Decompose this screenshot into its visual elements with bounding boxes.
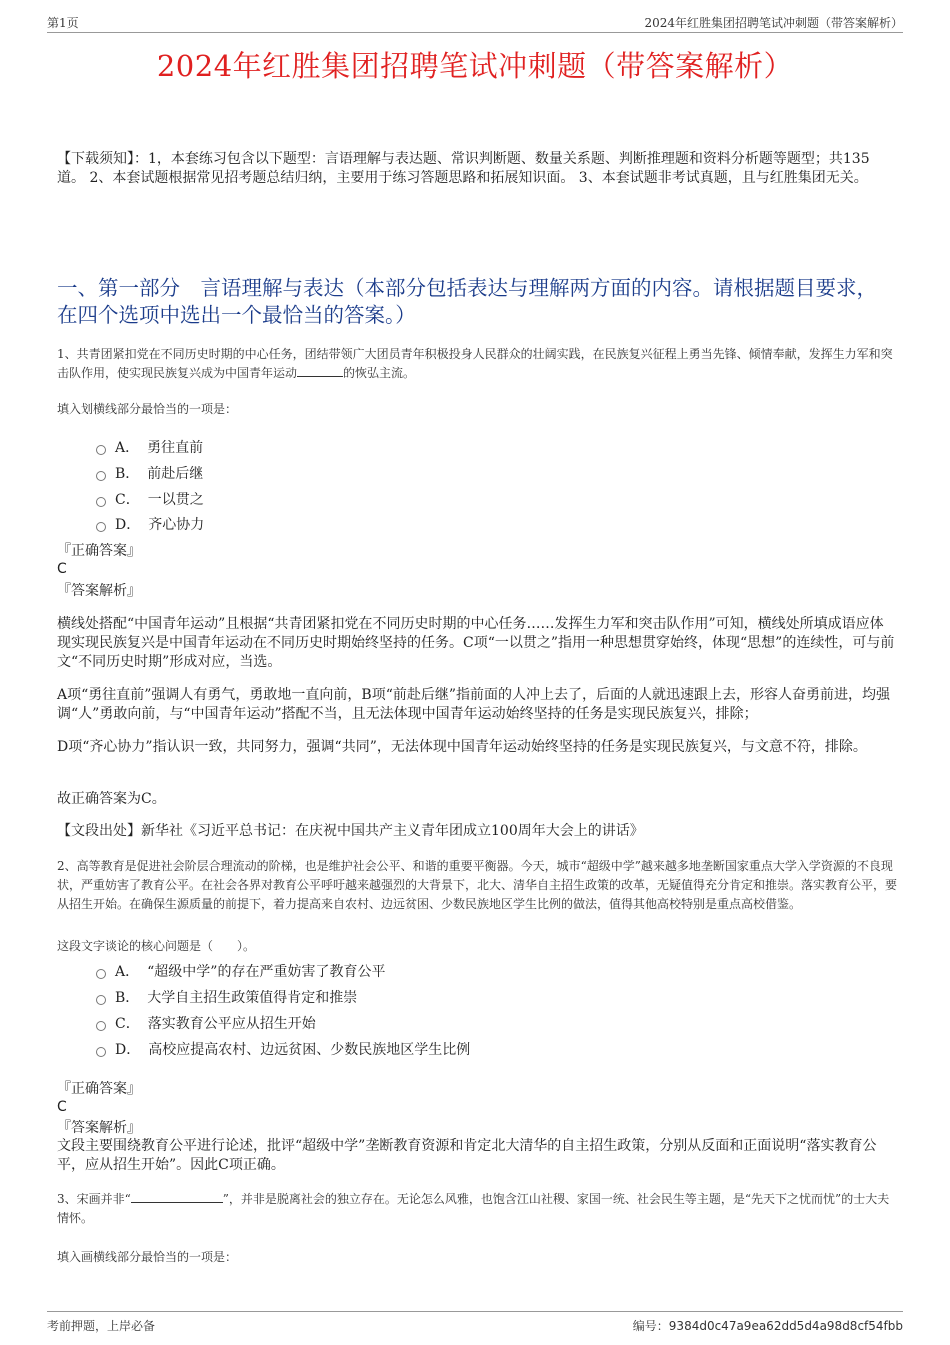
option-letter: C．: [115, 492, 140, 508]
q1-source: 【文段出处】新华社《习近平总书记：在庆祝中国共产主义青年团成立100周年大会上的讲话》: [57, 823, 644, 839]
footer-code-line: [633, 1317, 903, 1334]
option-text: 大学自主招生政策值得肯定和推崇: [147, 990, 358, 1006]
q3-blank: [131, 1190, 223, 1203]
footer-slogan: 考前押题，上岸必备: [47, 1319, 156, 1333]
page-number: 第1页: [47, 16, 79, 30]
option-letter: B．: [115, 990, 140, 1006]
option-text: 一以贯之: [147, 492, 204, 508]
q1-answer-label: 『正确答案』: [57, 543, 141, 559]
option-letter: C．: [115, 1016, 140, 1032]
q1-analysis-2: A项“勇往直前”强调人有勇气，勇敢地一直向前，B项“前赴后继”指前面的人冲上去了，后面的人就迅速跟上去，形容人奋勇前进，均强调“人”勇敢向前，与“中国青年运动”搭配不当，且无法体现中国青年运动始终坚持的任务是实现民族复兴，排除；: [57, 687, 891, 722]
radio-icon[interactable]: [96, 471, 106, 481]
footer-code-label: 编号：: [632, 1319, 669, 1333]
q3-stem: [57, 1190, 899, 1228]
q1-analysis-4: 故正确答案为C。: [57, 791, 166, 807]
q2-analysis: 文段主要围绕教育公平进行论述，批评“超级中学”垄断教育资源和肯定北大清华的自主招生政策，分别从反面和正面说明“落实教育公平，应从招生开始”。因此C项正确。: [57, 1138, 877, 1173]
radio-icon[interactable]: [96, 995, 106, 1005]
option-letter: B．: [115, 466, 140, 482]
radio-icon[interactable]: [96, 445, 106, 455]
option-letter: D．: [115, 1042, 141, 1058]
q1-prompt: 填入划横线部分最恰当的一项是：: [57, 402, 238, 416]
radio-icon[interactable]: [96, 1047, 106, 1057]
q2-prompt: 这段文字谈论的核心问题是（ ）。: [57, 939, 256, 953]
q1-analysis-label: 『答案解析』: [57, 583, 141, 599]
radio-icon[interactable]: [96, 497, 106, 507]
q1-option-b[interactable]: [96, 463, 203, 483]
page-footer: [47, 1311, 903, 1332]
q1-answer: C: [57, 561, 67, 577]
q1-analysis-1: 横线处搭配“中国青年运动”且根据“共青团紧扣党在不同历史时期的中心任务……发挥生力军和突击队作用”可知，横线处所填成语应体现实现民族复兴是中国青年运动在不同历史时期始终坚持的任务。C项“一以贯之”指用一种思想贯穿始终，体现“思想”的连续性，可与前文“不同历史时期”形成对应，当选。: [57, 616, 895, 670]
option-letter: A．: [115, 964, 140, 980]
q2-option-c[interactable]: [96, 1013, 316, 1033]
download-notice: 【下载须知】：1，本套练习包含以下题型：言语理解与表达题、常识判断题、数量关系题、判断推理题和资料分析题等题型；共135道。 2、本套试题根据常见招考题总结归纳，主要用于练习答题思路和拓展知识面。 3、本套试题非考试真题，且与红胜集团无关。: [57, 151, 870, 186]
q1-stem-text: 1、共青团紧扣党在不同历史时期的中心任务，团结带领广大团员青年积极投身人民群众的壮阔实践，在民族复兴征程上勇当先锋、倾情奉献，发挥生力军和突击队作用，使实现民族复兴成为中国青年运动: [57, 347, 893, 380]
footer-code: 9384d0c47a9ea62dd5d4a98d8cf54fbb: [668, 1319, 903, 1333]
q2-option-b[interactable]: [96, 987, 357, 1007]
header-doc-title: 2024年红胜集团招聘笔试冲刺题（带答案解析）: [644, 16, 903, 30]
option-text: 齐心协力: [148, 517, 205, 533]
page-header: [47, 14, 903, 33]
option-text: 勇往直前: [147, 440, 204, 456]
section-heading: 一、第一部分 言语理解与表达（本部分包括表达与理解两方面的内容。请根据题目要求，在四个选项中选出一个最恰当的答案。）: [57, 276, 877, 327]
q1-option-c[interactable]: [96, 489, 204, 509]
q2-answer-label: 『正确答案』: [57, 1081, 141, 1097]
option-letter: A．: [115, 440, 140, 456]
radio-icon[interactable]: [96, 969, 106, 979]
option-text: 落实教育公平应从招生开始: [147, 1016, 316, 1032]
q1-blank: [297, 364, 343, 377]
q1-option-d[interactable]: [96, 514, 204, 534]
q1-stem-end: 的恢弘主流。: [343, 366, 416, 380]
option-text: 高校应提高农村、边远贫困、少数民族地区学生比例: [148, 1042, 471, 1058]
q2-analysis-label: 『答案解析』: [57, 1120, 141, 1136]
q1-stem: [57, 345, 899, 383]
q3-stem-end: ”，并非是脱离社会的独立存在。无论怎么风雅，也饱含江山社稷、家国一统、社会民生等主题，是“先天下之忧而忧”的士大夫情怀。: [57, 1192, 890, 1225]
option-text: 前赴后继: [147, 466, 204, 482]
document-title: 2024年红胜集团招聘笔试冲刺题（带答案解析）: [156, 49, 794, 83]
q3-stem-text: 3、宋画并非“: [57, 1192, 131, 1206]
q2-option-d[interactable]: [96, 1039, 470, 1059]
option-text: “超级中学”的存在严重妨害了教育公平: [147, 964, 386, 980]
q1-option-a[interactable]: [96, 437, 203, 457]
q2-stem: 2、高等教育是促进社会阶层合理流动的阶梯，也是维护社会公平、和谐的重要平衡器。今天，城市“超级中学”越来越多地垄断国家重点大学入学资源的不良现状，严重妨害了教育公平。在社会各界对教育公平呼吁越来越强烈的大背景下，北大、清华自主招生政策的改革，无疑值得充分肯定和推崇。落实教育公平，要从招生开始。在确保生源质量的前提下，着力提高来自农村、边远贫困、少数民族地区学生比例的做法，值得其他高校特别是重点高校借鉴。: [57, 859, 898, 911]
q2-option-a[interactable]: [96, 961, 385, 981]
q2-answer: C: [57, 1099, 67, 1115]
radio-icon[interactable]: [96, 1021, 106, 1031]
radio-icon[interactable]: [96, 522, 106, 532]
q3-prompt: 填入画横线部分最恰当的一项是：: [57, 1250, 238, 1264]
q1-analysis-3: D项“齐心协力”指认识一致，共同努力，强调“共同”，无法体现中国青年运动始终坚持的任务是实现民族复兴，与文意不符，排除。: [57, 739, 867, 755]
option-letter: D．: [115, 517, 141, 533]
